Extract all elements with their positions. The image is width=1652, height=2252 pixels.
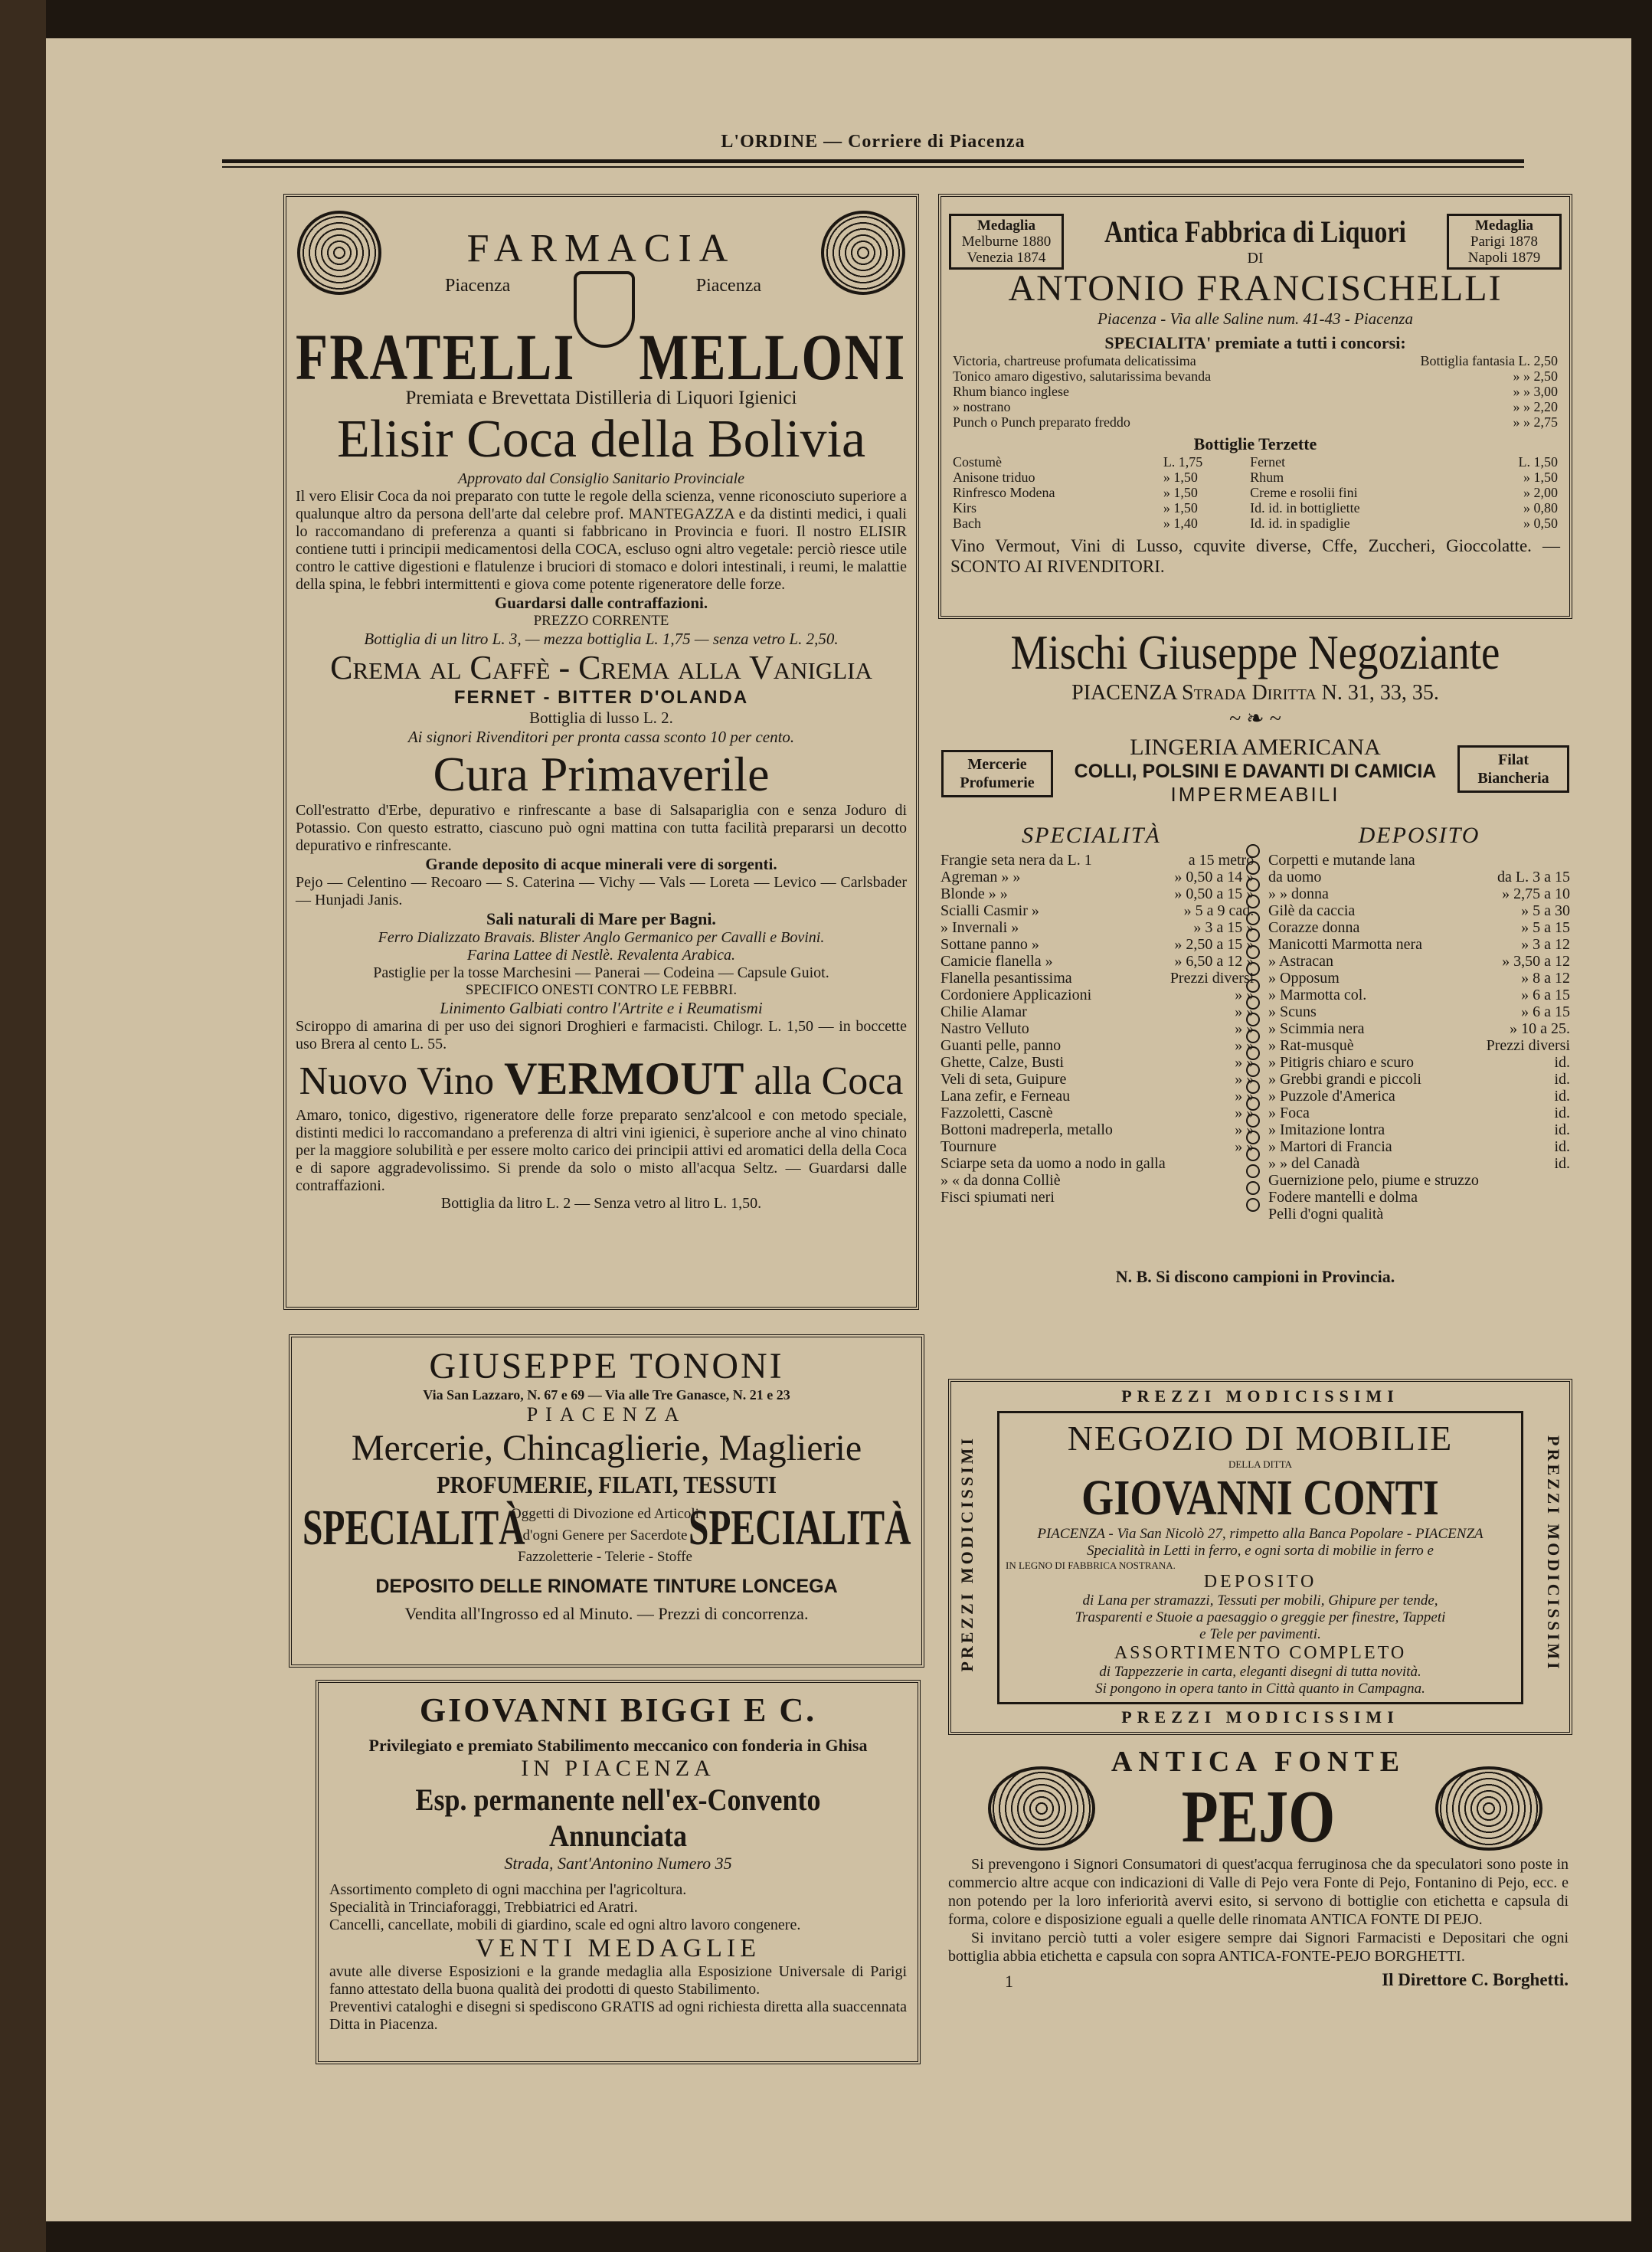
item-price	[1484, 1206, 1572, 1223]
elisir-title: Elisir Coca della Bolivia	[336, 410, 866, 469]
bottle-price: Bottiglia di lusso L. 2.	[529, 709, 673, 727]
list-item	[1266, 885, 1572, 902]
biancheria-label: Biancheria	[1477, 770, 1549, 787]
terzette-cell: Bach	[953, 516, 981, 531]
tononi-spec-mid3: Fazzoletterie - Telerie - Stoffe	[518, 1549, 692, 1565]
item-name: » Astracan	[1268, 953, 1333, 970]
pejo-ad	[944, 1745, 1573, 2074]
conti-line7: di Tappezzerie in carta, eleganti disegni di tutta novità.	[1099, 1664, 1421, 1680]
mercerie-label: Mercerie	[967, 756, 1027, 773]
item-name: » Foca	[1268, 1105, 1310, 1121]
item-name: Guernizione pelo, piume e struzzo	[1268, 1172, 1479, 1189]
tononi-city: PIACENZA	[526, 1403, 687, 1426]
item-name: Nastro Velluto	[940, 1020, 1029, 1037]
table-row	[950, 470, 1560, 485]
terzette-cell: Creme e rosolii fini	[1250, 485, 1358, 500]
spec-row-name: » nostrano	[953, 399, 1011, 414]
item-price: id.	[1554, 1138, 1570, 1155]
item-price: » 2,50 a 15 »	[1174, 936, 1255, 953]
name-fratelli: FRATELLI	[296, 320, 576, 394]
farmacia-melloni-ad	[283, 194, 919, 1310]
item-price: Prezzi diversi	[1486, 1037, 1570, 1054]
conti-side-left: PREZZI MODICISSIMI	[957, 1435, 976, 1672]
item-name: » » donna	[1268, 885, 1329, 902]
conti-ad	[948, 1379, 1572, 1735]
deposito-title: Grande deposito di acque minerali vere di sorgenti.	[425, 855, 777, 873]
list-item	[1266, 1054, 1572, 1071]
conti-name: GIOVANNI CONTI	[1081, 1470, 1439, 1526]
list-item	[1266, 1105, 1572, 1121]
linimento-line: Linimento Galbiati contro l'Artrite e i Reumatismi	[440, 999, 763, 1017]
cura-body: Coll'estratto d'Erbe, depurativo e rinfrescante a base di Salsapariglia con e senza Joduro di Potassio. Con questo estratto, ciascuno può ogni mattina con tutta facilità prepararsi un decotto depurativo e rinfrescante.	[296, 802, 907, 854]
item-price: » 8 a 12	[1521, 970, 1570, 987]
item-price: id.	[1554, 1121, 1570, 1138]
cura-title: Cura Primaverile	[433, 747, 770, 801]
deposito-heading: DEPOSITO	[1358, 823, 1480, 848]
header-rule	[222, 159, 1524, 163]
list-item	[1266, 1121, 1572, 1138]
specifico-line: SPECIFICO ONESTI CONTRO LE FEBBRI.	[465, 982, 738, 998]
mischi-ad	[938, 624, 1572, 1360]
item-name: Guanti pelle, panno	[940, 1037, 1062, 1054]
pejo-signature: Il Direttore C. Borghetti.	[1382, 1970, 1569, 1989]
item-name: Blonde » »	[940, 885, 1008, 902]
list-item	[938, 936, 1256, 953]
crema-line: Crema al Caffè - Crema alla Vaniglia	[330, 649, 872, 686]
spec-title: SPECIALITA' premiate a tutti i concorsi:	[1104, 333, 1406, 352]
list-item	[1266, 1206, 1572, 1223]
list-item	[1266, 936, 1572, 953]
pejo-body2: Si invitano perciò tutti a voler esigere sempre dai Signori Farmacisti e Depositari che ogni bottiglia abbia etichetta e capsula con sopra ANTICA-FONTE-PEJO BORGHETTI.	[948, 1930, 1569, 1965]
coat-of-arms-icon	[574, 271, 635, 348]
item-name: Ghette, Calze, Busti	[940, 1054, 1065, 1071]
terzette-cell: Id. id. in spadiglie	[1250, 516, 1350, 531]
item-price: id.	[1554, 1105, 1570, 1121]
item-name: Chilie Alamar	[940, 1003, 1027, 1020]
item-name: Sottane panno »	[940, 936, 1039, 953]
list-item	[938, 1037, 1256, 1054]
item-name: » « da donna Colliè	[940, 1172, 1061, 1189]
list-item	[1266, 869, 1572, 885]
list-item	[938, 852, 1256, 869]
list-item	[1266, 1155, 1572, 1172]
list-item	[1266, 1020, 1572, 1037]
list-item	[938, 902, 1256, 919]
mercerie-box	[941, 750, 1053, 797]
folio-number: 1	[1005, 1972, 1013, 1991]
spec-table	[950, 353, 1560, 430]
terzette-cell: Rinfresco Modena	[953, 485, 1055, 500]
header-rule-thin	[222, 166, 1524, 168]
list-item	[938, 953, 1256, 970]
list-item	[1266, 1138, 1572, 1155]
filati-label: Filat	[1498, 751, 1529, 768]
biggi-ad	[316, 1680, 921, 2064]
medal-right-label: Medaglia	[1475, 218, 1533, 234]
spec-row-price: » » 2,20	[1513, 399, 1558, 414]
list-item	[1266, 919, 1572, 936]
list-item	[1266, 1172, 1572, 1189]
item-price: » 3 a 15 »	[1193, 919, 1255, 936]
tononi-name: GIUSEPPE TONONI	[429, 1346, 784, 1386]
list-item	[1266, 1037, 1572, 1054]
specialita-list	[938, 852, 1256, 1206]
warning-line: Guardarsi dalle contraffazioni.	[494, 594, 708, 612]
profumerie-label: Profumerie	[960, 774, 1035, 791]
item-name: Veli di seta, Guipure	[940, 1071, 1067, 1088]
item-name: » Scimmia nera	[1268, 1020, 1365, 1037]
conti-title: NEGOZIO DI MOBILIE	[1067, 1419, 1454, 1458]
list-item	[1266, 852, 1572, 869]
tononi-spec-mid1: Oggetti di Divozione ed Articoli	[511, 1506, 699, 1522]
medal-left-2: Venezia 1874	[967, 250, 1046, 266]
mischi-name: Mischi Giuseppe Negoziante	[1010, 625, 1500, 679]
farmacia-subtitle: Premiata e Brevettata Distilleria di Liquori Igienici	[405, 388, 797, 408]
item-name: Bottoni madreperla, metallo	[940, 1121, 1113, 1138]
item-price: » »	[1235, 1071, 1255, 1088]
mischi-note: N. B. Si discono campioni in Provincia.	[1115, 1267, 1395, 1286]
list-item	[938, 1105, 1256, 1121]
medal-left-label: Medaglia	[977, 218, 1035, 234]
terzette-cell: L. 1,50	[1518, 454, 1558, 470]
item-price: » »	[1235, 1054, 1255, 1071]
conti-deposito: DEPOSITO	[1203, 1572, 1317, 1592]
conti-della-ditta: DELLA DITTA	[1228, 1458, 1293, 1470]
conti-line4: di Lana per stramazzi, Tessuti per mobili, Ghipure per tende,	[1082, 1592, 1438, 1609]
item-name: Lana zefir, e Ferneau	[940, 1088, 1071, 1105]
table-row	[950, 500, 1560, 516]
item-price: » 2,75 a 10	[1502, 885, 1570, 902]
spec-row-price: » » 2,50	[1513, 368, 1558, 384]
farina-line: Farina Lattee di Nestlè. Revalenta Arabica.	[466, 947, 736, 964]
item-price: » 6 a 15	[1521, 987, 1570, 1003]
colli-line: COLLI, POLSINI E DAVANTI DI CAMICIA	[1074, 761, 1437, 782]
item-price: id.	[1554, 1088, 1570, 1105]
page-header: L'ORDINE — Corriere di Piacenza	[721, 132, 1026, 152]
biggi-body1: Assortimento completo di ogni macchina per l'agricoltura.	[329, 1881, 687, 1898]
list-item	[938, 1138, 1256, 1155]
spec-row-name: Rhum bianco inglese	[953, 384, 1069, 399]
price-title: PREZZO CORRENTE	[533, 613, 669, 629]
vino-vermout: VERMOUT	[504, 1053, 744, 1104]
item-name: » Martori di Francia	[1268, 1138, 1392, 1155]
list-item	[1266, 953, 1572, 970]
conti-line1: PIACENZA - Via San Nicolò 27, rimpetto alla Banca Popolare - PIACENZA	[1037, 1526, 1484, 1542]
item-name: Camicie flanella »	[940, 953, 1053, 970]
spec-row-name: Tonico amaro digestivo, salutarissima bevanda	[953, 368, 1212, 384]
tononi-spec-right: SPECIALITÀ	[688, 1500, 911, 1556]
biggi-city: IN PIACENZA	[521, 1756, 715, 1781]
item-price: » 5 a 9 cad.	[1183, 902, 1255, 919]
pastiglie-line: Pastiglie per la tosse Marchesini — Panerai — Codeina — Capsule Guiot.	[373, 964, 829, 981]
list-item	[938, 1172, 1256, 1189]
item-price	[1168, 1189, 1256, 1206]
terzette-cell: » 1,50	[1163, 485, 1198, 500]
specialita-heading: SPECIALITÀ	[1022, 823, 1161, 848]
biggi-medals: VENTI MEDAGLIE	[476, 1934, 761, 1962]
item-name: Corazze donna	[1268, 919, 1360, 936]
francischelli-name: ANTONIO FRANCISCHELLI	[1008, 268, 1503, 309]
tononi-line1: Mercerie, Chincaglierie, Maglierie	[351, 1428, 862, 1468]
item-price: » 3 a 12	[1521, 936, 1570, 953]
list-item	[1266, 1003, 1572, 1020]
item-name: Fodere mantelli e dolma	[1268, 1189, 1418, 1206]
ornament-divider-icon: ~ ❧ ~	[1229, 707, 1281, 731]
biggi-expo: Esp. permanente nell'ex-Convento Annunciata	[415, 1782, 821, 1853]
item-price: » 6,50 a 12 »	[1174, 953, 1255, 970]
tononi-spec-left: SPECIALITÀ	[303, 1500, 525, 1556]
conti-line6: e Tele per pavimenti.	[1199, 1626, 1321, 1642]
terzette-cell: Id. id. in bottigliette	[1250, 500, 1360, 516]
biggi-body5: Preventivi cataloghi e disegni si spediscono GRATIS ad ogni richiesta diretta alla suaccennata Ditta in Piacenza.	[329, 1998, 907, 2033]
item-name: da uomo	[1268, 869, 1322, 885]
spec-row-name: Punch o Punch preparato freddo	[953, 414, 1130, 430]
spec-row-price: » » 3,00	[1513, 384, 1558, 399]
item-name: Pelli d'ogni qualità	[1268, 1206, 1384, 1223]
item-price: » »	[1235, 1037, 1255, 1054]
city-left: Piacenza	[445, 276, 511, 296]
item-name: Fisci spiumati neri	[940, 1189, 1055, 1206]
list-item	[938, 1054, 1256, 1071]
item-name: » » del Canadà	[1268, 1155, 1360, 1172]
item-name: » Invernali »	[940, 919, 1019, 936]
vino-right: alla Coca	[754, 1059, 904, 1103]
item-price: id.	[1554, 1155, 1570, 1172]
biggi-body4: avute alle diverse Esposizioni e la grande medaglia alla Esposizione Universale di Parigi fanno attestato della buona qualità dei prodotti di questo Stabilimento.	[329, 1963, 907, 1998]
list-item	[1266, 902, 1572, 919]
item-name: Gilè da caccia	[1268, 902, 1356, 919]
item-name: » Pitigris chiaro e scuro	[1268, 1054, 1414, 1071]
item-name: » Puzzole d'America	[1268, 1088, 1395, 1105]
item-price: » 5 a 15	[1521, 919, 1570, 936]
spec-row-price: » » 2,75	[1513, 414, 1558, 430]
terzette-cell: » 0,50	[1523, 516, 1558, 531]
list-item	[1266, 1189, 1572, 1206]
item-name: » Imitazione lontra	[1268, 1121, 1385, 1138]
item-price: Prezzi diversi	[1169, 970, 1255, 987]
francischelli-address: Piacenza - Via alle Saline num. 41-43 - Piacenza	[1098, 309, 1413, 328]
terzette-cell: L. 1,75	[1163, 454, 1203, 470]
item-price: » »	[1235, 1020, 1255, 1037]
biancheria-box	[1457, 745, 1569, 793]
name-melloni: MELLONI	[639, 320, 907, 394]
item-name: » Rat-musquè	[1268, 1037, 1354, 1054]
tononi-line2: PROFUMERIE, FILATI, TESSUTI	[437, 1471, 777, 1498]
list-item	[938, 987, 1256, 1003]
item-name: Agreman » »	[940, 869, 1021, 885]
item-price: » »	[1235, 1003, 1255, 1020]
francischelli-footer: Vino Vermout, Vini di Lusso, cquvite diverse, Cffe, Zuccheri, Gioccolatte. — SCONTO AI RIVENDITORI.	[950, 536, 1560, 576]
list-item	[938, 869, 1256, 885]
conti-assortimento: ASSORTIMENTO COMPLETO	[1114, 1643, 1407, 1663]
item-price	[1168, 1172, 1256, 1189]
francischelli-title: Antica Fabbrica di Liquori	[1104, 214, 1406, 249]
item-name: Flanella pesantissima	[940, 970, 1072, 987]
list-item	[938, 1189, 1256, 1206]
item-price: » »	[1235, 1138, 1255, 1155]
item-price: » 0,50 a 15 »	[1174, 885, 1255, 902]
tononi-ad	[289, 1334, 924, 1668]
item-name: Frangie seta nera da L. 1	[940, 852, 1092, 869]
terzette-cell: Rhum	[1250, 470, 1284, 485]
list-item	[938, 1155, 1256, 1172]
item-name: » Opposum	[1268, 970, 1340, 987]
pejo-body1: Si prevengono i Signori Consumatori di quest'acqua ferruginosa che da speculatori sono poste in commercio altre acque con indicazioni di Valle di Pejo vera Fonte di Pejo, Fontanino di Pejo, ecc. e non potendo per la loro inferiorità avervi esito, si servono di bottiglie con etichetta e capsula di forma, colore e disposizione eguali a quelle delle rinomata ANTICA FONTE DI PEJO.	[948, 1856, 1569, 1928]
list-item	[938, 970, 1256, 987]
item-name: » Marmotta col.	[1268, 987, 1367, 1003]
terzette-cell: Anisone triduo	[953, 470, 1035, 485]
city-right: Piacenza	[695, 276, 761, 296]
biggi-body2: Specialità in Trinciaforaggi, Trebbiatrici ed Aratri.	[329, 1899, 638, 1916]
conti-line5: Trasparenti e Stuoie a paesaggio o greggie per finestre, Tappeti	[1075, 1609, 1446, 1625]
list-item	[938, 1071, 1256, 1088]
list-item	[938, 919, 1256, 936]
list-item	[938, 885, 1256, 902]
conti-line3: IN LEGNO DI FABBRICA NOSTRANA.	[1006, 1560, 1176, 1571]
item-name: Fazzoletti, Cascnè	[940, 1105, 1053, 1121]
vino-price: Bottiglia da litro L. 2 — Senza vetro al litro L. 1,50.	[440, 1195, 762, 1212]
tononi-spec-mid2: d'ogni Genere per Sacerdote	[522, 1527, 688, 1543]
mischi-address: PIACENZA Strada Diritta N. 31, 33, 35.	[1071, 681, 1439, 705]
conti-top-banner: PREZZI MODICISSIMI	[1121, 1386, 1399, 1406]
terzette-cell: » 1,50	[1523, 470, 1558, 485]
fernet-line: FERNET - BITTER D'OLANDA	[453, 687, 749, 708]
tononi-vendita: Vendita all'Ingrosso ed al Minuto. — Prezzi di concorrenza.	[404, 1604, 809, 1623]
list-item	[1266, 1088, 1572, 1105]
item-price: id.	[1554, 1071, 1570, 1088]
list-item	[1266, 970, 1572, 987]
table-row	[950, 516, 1560, 531]
francischelli-ad	[938, 194, 1572, 619]
price-line: Bottiglia di un litro L. 3, — mezza bottiglia L. 1,75 — senza vetro L. 2,50.	[364, 630, 839, 648]
list-item	[938, 1121, 1256, 1138]
medal-left-1: Melburne 1880	[961, 234, 1052, 250]
terzette-cell: Fernet	[1250, 454, 1286, 470]
terzette-cell: Costumè	[953, 454, 1003, 470]
list-item	[1266, 987, 1572, 1003]
terzette-cell: » 1,40	[1163, 516, 1198, 531]
elisir-body: Il vero Elisir Coca da noi preparato con tutte le regole della scienza, venne riconosciuto superiore a qualunque altro da persona dell'arte dal celebre prof. MANTEGAZZA e da distinti medici, i quali lo raccomandano di preferenza a quanti si fabbricano in Provincia e fuori. Il nostro ELISIR contiene tutti i principii medicamentosi della COCA, escluso ogni altro vegetale: perciò riesce utile contro le cattive digestioni e flatulenze i bruciori di stomaco e dolori intestinali, i reumi, le malattie della spina, le febbri intermittenti e giova come potente rigeneratore delle forze.	[296, 488, 907, 593]
item-price	[1484, 852, 1572, 869]
biggi-address: Strada, Sant'Antonino Numero 35	[504, 1854, 732, 1873]
discount-line: Ai signori Rivenditori per pronta cassa sconto 10 per cento.	[407, 728, 795, 746]
list-item	[1266, 1071, 1572, 1088]
item-price: da L. 3 a 15	[1497, 869, 1570, 885]
table-row	[950, 454, 1560, 470]
terzette-table	[950, 454, 1560, 531]
item-name: Sciarpe seta da uomo a nodo in galla	[940, 1155, 1166, 1172]
terzette-cell: » 2,00	[1523, 485, 1558, 500]
item-name: Tournure	[940, 1138, 997, 1155]
terzette-cell: » 1,50	[1163, 470, 1198, 485]
lingeria-title: LINGERIA AMERICANA	[1130, 735, 1381, 760]
item-price: » »	[1235, 1105, 1255, 1121]
pejo-name: PEJO	[1181, 1776, 1336, 1858]
francischelli-di: DI	[1247, 250, 1264, 267]
item-name: Cordoniere Applicazioni	[940, 987, 1092, 1003]
approved-line: Approvato dal Consiglio Sanitario Provinciale	[457, 470, 745, 487]
conti-line2: Specialità in Letti in ferro, e ogni sorta di mobilie in ferro e	[1087, 1543, 1434, 1559]
biggi-name: GIOVANNI BIGGI E C.	[419, 1691, 817, 1729]
medal-right-2: Napoli 1879	[1467, 250, 1541, 266]
sali-line: Sali naturali di Mare per Bagni.	[486, 909, 716, 928]
conti-line8: Si pongono in opera tanto in Città quanto in Campagna.	[1095, 1681, 1425, 1697]
spec-row-name: Victoria, chartreuse profumata delicatissima	[953, 353, 1196, 368]
item-price	[1484, 1172, 1572, 1189]
list-item	[938, 1020, 1256, 1037]
terzette-cell: » 0,80	[1523, 500, 1558, 516]
conti-side-right: PREZZI MODICISSIMI	[1544, 1435, 1563, 1672]
impermeabili-line: IMPERMEABILI	[1170, 783, 1340, 806]
item-price: » »	[1235, 1121, 1255, 1138]
ferro-line: Ferro Dializzato Bravais. Blister Anglo Germanico per Cavalli e Bovini.	[378, 929, 825, 946]
item-price	[1484, 1189, 1572, 1206]
item-price: » 6 a 15	[1521, 1003, 1570, 1020]
vino-body: Amaro, tonico, digestivo, rigeneratore delle forze preparato senz'alcool e con metodo speciale, distinti medici lo raccomandano a preferenza di altri vini igienici, è superiore anche al vino chinato per la maggiore solubilità e per essere molto carico dei principii attivi ed aromatici della della Coca e di sapore aggradevolissimo. Si prende da solo o misto all'acqua Seltz. — Guardarsi dalle contraffazioni.	[296, 1107, 907, 1194]
item-name: Manicotti Marmotta nera	[1268, 936, 1423, 953]
spec-row-price: Bottiglia fantasia L. 2,50	[1420, 353, 1558, 368]
table-row	[950, 485, 1560, 500]
item-name: » Scuns	[1268, 1003, 1317, 1020]
terzette-title: Bottiglie Terzette	[1193, 434, 1317, 453]
item-price: » 3,50 a 12	[1502, 953, 1570, 970]
item-name: » Grebbi grandi e piccoli	[1268, 1071, 1421, 1088]
item-price: a 15 metro	[1188, 852, 1255, 869]
medal-right-1: Parigi 1878	[1470, 234, 1539, 250]
item-price: » 10 a 25.	[1510, 1020, 1570, 1037]
book-spine	[0, 0, 46, 2252]
biggi-line1: Privilegiato e premiato Stabilimento meccanico con fonderia in Ghisa	[368, 1736, 868, 1755]
pejo-title: ANTICA FONTE	[1111, 1746, 1406, 1778]
item-name: Scialli Casmir »	[940, 902, 1039, 919]
vino-left: Nuovo Vino	[299, 1059, 495, 1103]
tononi-deposito: DEPOSITO DELLE RINOMATE TINTURE LONCEGA	[375, 1576, 838, 1597]
list-item	[938, 1088, 1256, 1105]
item-price: » 5 a 30	[1521, 902, 1570, 919]
item-price: » »	[1235, 987, 1255, 1003]
deposito-list: Pejo — Celentino — Recoaro — S. Caterina — Vichy — Vals — Loreta — Levico — Carlsbader — Hunjadi Janis.	[296, 874, 907, 908]
terzette-cell: Kirs	[953, 500, 976, 516]
farmacia-title: FARMACIA	[466, 227, 736, 270]
deposito-list	[1266, 852, 1572, 1223]
conti-bottom-banner: PREZZI MODICISSIMI	[1121, 1707, 1399, 1727]
item-price	[1168, 1155, 1256, 1172]
item-price: id.	[1554, 1054, 1570, 1071]
item-name: Corpetti e mutande lana	[1268, 852, 1415, 869]
item-price: » »	[1235, 1088, 1255, 1105]
terzette-cell: » 1,50	[1163, 500, 1198, 516]
sciroppo-line: Sciroppo di amarina di per uso dei signori Droghieri e farmacisti. Chilogr. L. 1,50 — in boccette uso Brera al cento L. 55.	[296, 1018, 907, 1052]
item-price: » 0,50 a 14 »	[1174, 869, 1255, 885]
biggi-body3: Cancelli, cancellate, mobili di giardino, scale ed ogni altro lavoro congenere.	[329, 1916, 801, 1933]
tononi-address: Via San Lazzaro, N. 67 e 69 — Via alle Tre Ganasce, N. 21 e 23	[423, 1387, 790, 1403]
list-item	[938, 1003, 1256, 1020]
